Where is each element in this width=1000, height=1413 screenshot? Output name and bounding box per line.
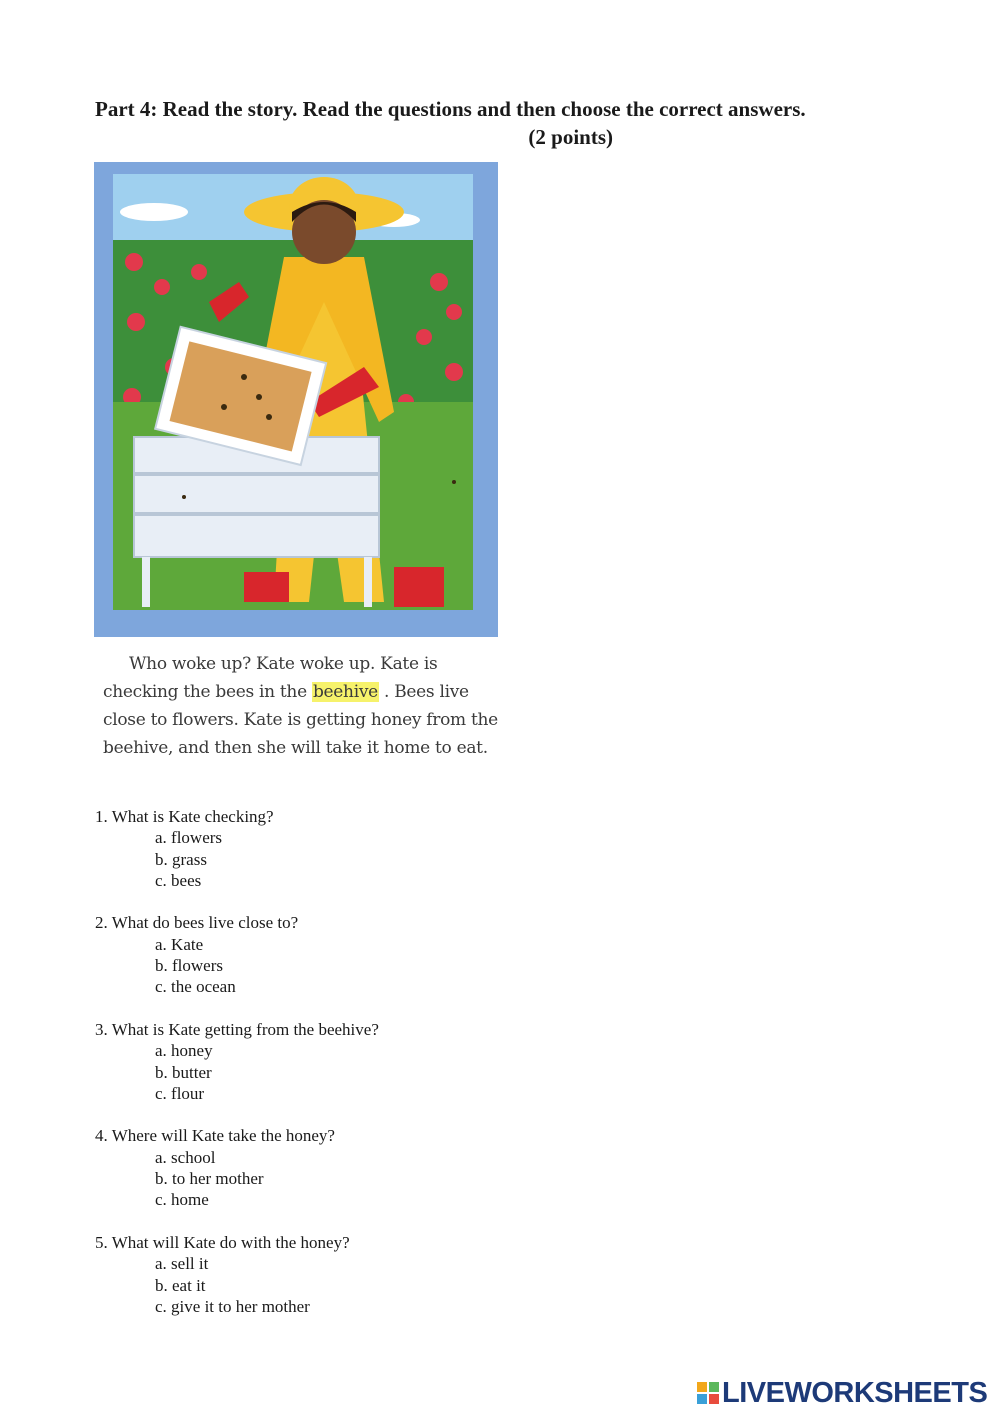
story-fragment: . Bees live bbox=[378, 682, 469, 702]
question-text: 5. What will Kate do with the honey? bbox=[95, 1232, 350, 1252]
story-text bbox=[103, 650, 498, 762]
question-2 bbox=[95, 912, 595, 997]
answer-option[interactable]: c. bees bbox=[155, 870, 202, 890]
question-text: 2. What do bees live close to? bbox=[95, 913, 299, 933]
question-5 bbox=[95, 1232, 595, 1317]
answer-option[interactable]: b. to her mother bbox=[155, 1169, 264, 1189]
answer-option[interactable]: c. give it to her mother bbox=[155, 1296, 310, 1316]
answer-option[interactable]: a. school bbox=[155, 1147, 216, 1167]
answer-option[interactable]: c. flour bbox=[155, 1083, 205, 1103]
highlighted-word: beehive bbox=[312, 682, 378, 702]
answer-option[interactable]: a. honey bbox=[155, 1041, 213, 1061]
question-text: 4. Where will Kate take the honey? bbox=[95, 1126, 335, 1146]
cloud bbox=[120, 203, 188, 221]
beekeeper-illustration bbox=[94, 162, 498, 637]
question-4 bbox=[95, 1125, 595, 1210]
title-points: (2 points) bbox=[528, 125, 613, 149]
question-text: 3. What is Kate getting from the beehive? bbox=[95, 1019, 379, 1039]
answer-option[interactable]: a. Kate bbox=[155, 934, 204, 954]
answer-option[interactable]: c. home bbox=[155, 1190, 209, 1210]
title-line-1: Part 4: Read the story. Read the questions and then choose the correct answers. bbox=[95, 97, 806, 121]
right-boot bbox=[394, 567, 444, 607]
story-line: beehive, and then she will take it home to eat. bbox=[103, 738, 488, 758]
answer-option[interactable]: b. flowers bbox=[155, 956, 223, 976]
answer-option[interactable]: c. the ocean bbox=[155, 977, 236, 997]
question-list bbox=[95, 806, 595, 1338]
story-line: close to flowers. Kate is getting honey from the bbox=[103, 710, 498, 730]
page-title bbox=[95, 95, 895, 151]
question-1 bbox=[95, 806, 595, 891]
story-fragment: checking the bees in the bbox=[103, 682, 312, 702]
question-text: 1. What is Kate checking? bbox=[95, 807, 274, 826]
answer-option[interactable]: b. grass bbox=[155, 849, 207, 869]
answer-option[interactable]: a. sell it bbox=[155, 1254, 209, 1274]
answer-option[interactable]: b. eat it bbox=[155, 1275, 206, 1295]
left-boot bbox=[244, 572, 289, 602]
logo-text: LIVEWORKSHEETS bbox=[722, 1376, 988, 1409]
answer-option[interactable]: a. flowers bbox=[155, 828, 223, 848]
question-3 bbox=[95, 1019, 595, 1104]
liveworksheets-logo[interactable] bbox=[697, 1377, 987, 1409]
story-line: Who woke up? Kate woke up. Kate is bbox=[129, 654, 438, 674]
story-line bbox=[103, 678, 498, 706]
liveworksheets-logo-icon bbox=[697, 1382, 719, 1404]
answer-option[interactable]: b. butter bbox=[155, 1062, 212, 1082]
